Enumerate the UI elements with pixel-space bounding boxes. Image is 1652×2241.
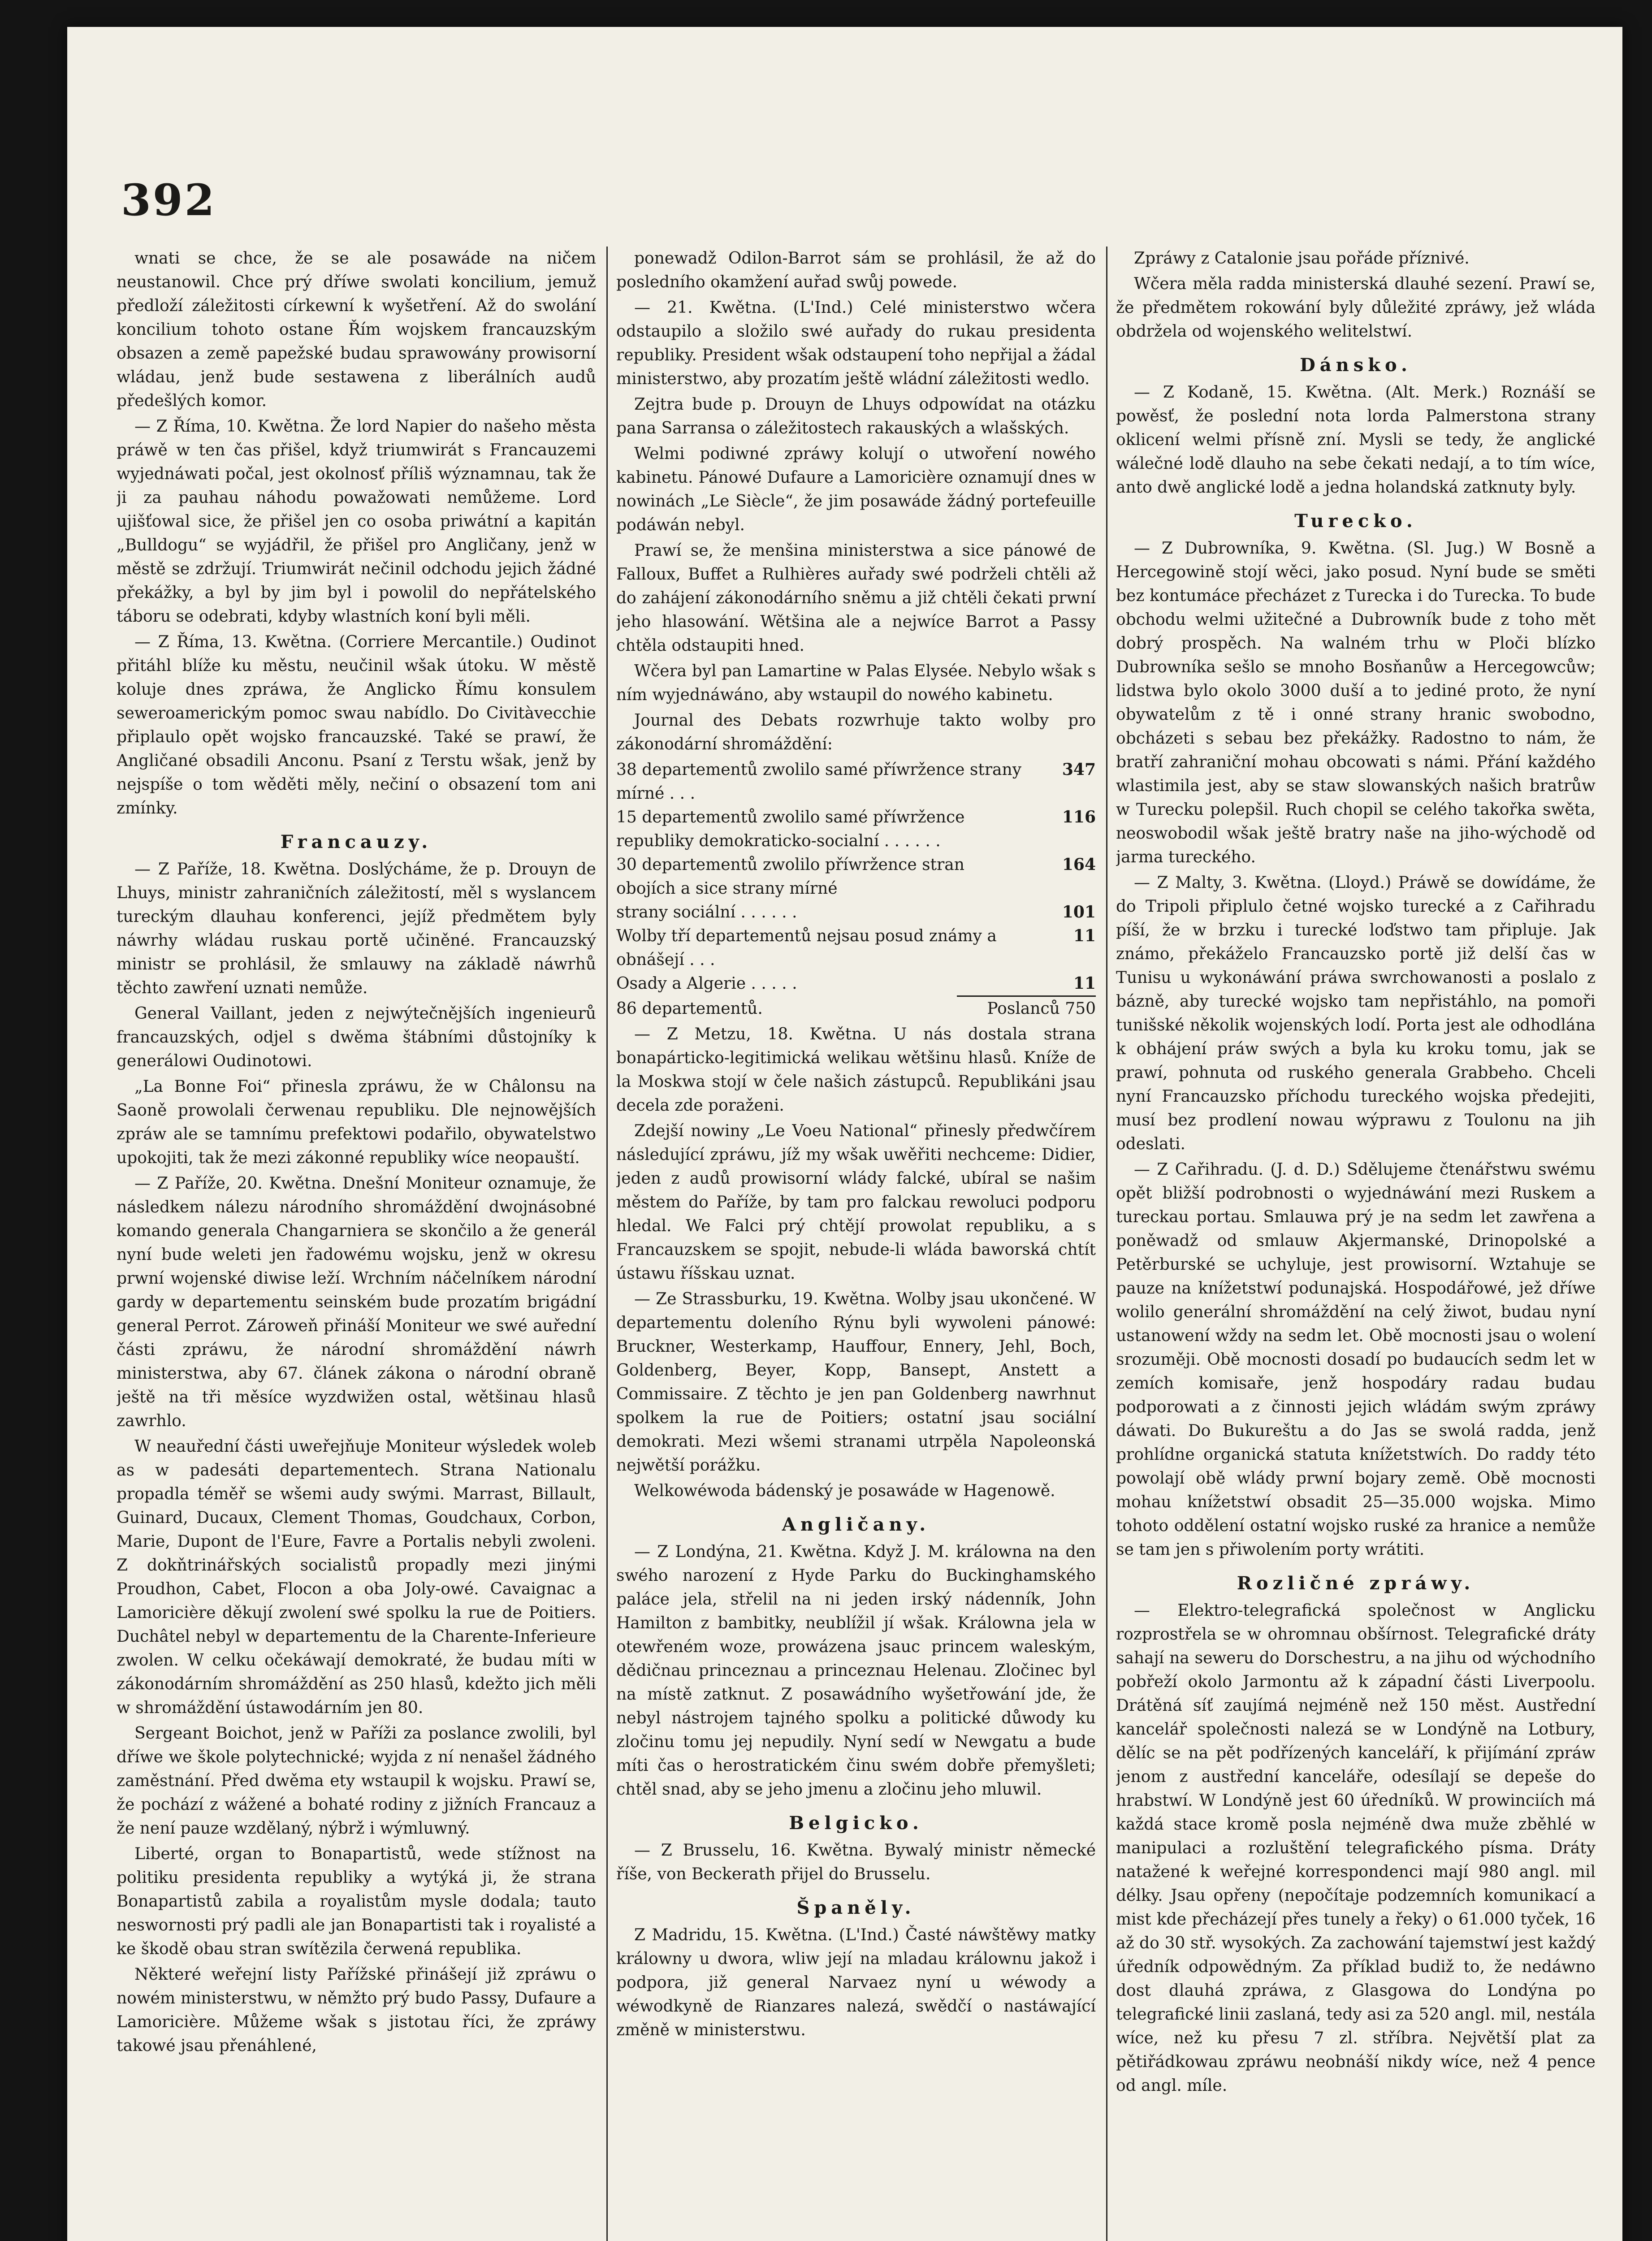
article-paragraph: — Z Říma, 13. Kwětna. (Corriere Mercantile.) Oudinot přitáhl blíže ku městu, neučinil wšak útoku. W městě koluje dnes zpráwa, že Anglicko Římu konsulem seweroamerickým pomoc swau nabídlo. Do Civitàvecchie připlaulo opět wojsko francauzské. Také se prawí, že Angličané obsadili Anconu. Psaní z Terstu wšak, jenž by nejspíše o tom wěděti měly, nečiní o obsazení tom ani zmínky. [117,633,596,818]
column-2 [616,247,1096,2241]
article-paragraph: Zpráwy z Catalonie jsau pořáde příznivé. [1134,249,1470,268]
tally-row [616,924,1096,972]
column-divider [606,247,608,2241]
tally-value: 11 [1073,926,1096,945]
article-paragraph: Zejtra bude p. Drouyn de Lhuys odpowídat na otázku pana Sarransa o záležitostech rakauských a wlašských. [616,395,1096,437]
article-paragraph: — Z Paříže, 20. Kwětna. Dnešní Moniteur oznamuje, že následkem nálezu národního shromáždění dwojnásobné komando generala Changarniera se skončilo a že generál nyní bude weleti jen řadowému wojsku, jenž w okresu prwní wojenské diwise leží. Wrchním náčelníkem národní gardy w departementu seinském bude prozatím brigádní general Perrot. Zároweň přináší Moniteur we swé auřední části zpráwu, že národní shromáždění náwrh ministerstwa, aby 67. článek zákona o národní obraně ještě na tři měsíce wyzdwižen ostal, wětšinau hlasů zawrhlo. [117,1174,596,1430]
section-heading: Turecko. [1294,510,1417,532]
article-paragraph: „La Bonne Foi“ přinesla zpráwu, že w Châlonsu na Saoně prowolali čerwenau republiku. Dle nejnowějších zpráw ale se tamnímu prefektowi podařilo, obywatelstwo upokojiti, tak že mezi zákonné republiky wíce neopauští. [117,1077,596,1167]
article-paragraph: — Z Dubrowníka, 9. Kwětna. (Sl. Jug.) W Bosně a Hercegowině stojí wěci, jako posud. Nyní bude se směti bez kontumáce přecházet z Turecka i do Turecka. To bude obchodu welmi užitečné a Dubrowník bude z toho mět dobrý prospěch. Na walném trhu w Ploči blízko Dubrowníka sešlo se mnoho Bosňanůw a Hercegowcůw; lidstwa bylo okolo 3000 duší a to jediné proto, že nyní obywatelům z tě i onné strany hranic swobodno, obcházeti s sebau bez překážky. Radostno to nám, že bratří zahraniční mohau obcowati s námi. Přání každého wlastimila jest, aby se staw slowanských našich bratrůw w Turecku polepšil. Ruch chopil se celého takořka swěta, neoswobodil wšak ještě bratry naše na jiho-wýchodě od jarma tureckého. [1116,539,1596,866]
section-heading: Španěly. [796,1897,916,1918]
article-paragraph: — Z Paříže, 18. Kwětna. Doslýcháme, že p. Drouyn de Lhuys, ministr zahraničních záležitostí, měl s wyslancem tureckým dlauhau konferenci, jejíž předmětem byly náwrhy wládau ruskau portě učiněné. Francauzský ministr se prohlásil, že smlauwy na základě náwrhů těchto zawření uznati nemůže. [117,860,596,997]
article-paragraph: — Z Londýna, 21. Kwětna. Když J. M. králowna na den swého narození z Hyde Parku do Buckinghamského paláce jela, střelil na ni jeden irský nádenník, John Hamilton z bambitky, neublížil jí wšak. Králowna jela w otewřeném woze, prowázena jsauc princem waleským, dědičnau princeznau a princeznau Helenau. Zločinec byl na místě zatknut. Z posawádního wyšetřowání jde, že nebyl nástrojem tajného spolku a politické důwody ku zločinu tomu jej nepudily. Nyní sedí w Newgatu a bude míti čas o herostratickém činu swém dobře přemyšleti; chtěl snad, aby se jeho jmenu a zločinu jeho mluwil. [616,1543,1096,1799]
article-paragraph: Journal des Debats rozwrhuje takto wolby pro zákonodární shromáždění: [616,711,1096,753]
tally-total-value: Poslanců 750 [987,999,1096,1018]
tally-value: 164 [1062,855,1096,874]
column-3 [1116,247,1596,2241]
page-number: 392 [121,175,216,225]
article-paragraph: — Z Malty, 3. Kwětna. (Lloyd.) Práwě se dowídáme, že do Tripoli připlulo četné wojsko turecké a z Cařihradu píší, že w brzku i turecké loďstwo tam připluje. Jak známo, překáželo Francauzsko portě již delší čas w Tunisu u wykonáwání práwa swrchowanosti a poslalo z bázně, aby turecké wojsko tam nepřistáhlo, na pomoři tunišské několik wojenských lodí. Porta jest ale odhodlána k obhájení práw swých a byla ku kroku tomu, jak se prawí, pohnuta od ruského generala Grabbeho. Chceli nyní Francauzsko příchodu tureckého wojska předejiti, musí bez prodlení nowau wýprawu z Toulonu na jih odeslati. [1116,874,1596,1153]
column-2-upper [616,247,1096,756]
tally-label: 30 departementů zwolilo příwržence stran obojích a sice strany mírné [616,856,964,898]
article-paragraph: Wčera měla radda ministerská dlauhé sezení. Prawí se, že předmětem rokowání byly důležité zpráwy, jež wláda obdržela od wojenského welitelstwí. [1116,275,1596,341]
column-divider [1106,247,1107,2241]
tally-label: 15 departementů zwolilo samé příwržence republiky demokraticko-socialní . . . . . . [616,808,965,850]
article-paragraph: — Z Metzu, 18. Kwětna. U nás dostala strana bonapárticko-legitimická welikau wětšinu hlasů. Kníže de la Moskwa stojí w čele našich zástupců. Republikáni jsau decela zde poraženi. [616,1025,1096,1115]
tally-value: 11 [1073,974,1096,993]
column-2-lower [616,1022,1096,2042]
tally-row [616,900,1096,924]
article-columns [117,247,1596,2241]
tally-value: 116 [1062,808,1096,826]
tally-row [616,853,1096,900]
tally-total-row [616,997,1096,1021]
column-1 [117,247,596,2241]
tally-row [616,758,1096,805]
newspaper-page [67,27,1622,2241]
article-paragraph: — Ze Strassburku, 19. Kwětna. Wolby jsau ukončené. W departementu doleního Rýnu byli wywoleni pánowé: Bruckner, Westerkamp, Hauffour, Ennery, Jehl, Boch, Goldenberg, Beyer, Kopp, Bansept, Anstett a Commissaire. Z těchto je jen pan Goldenberg nawrhnut spolkem la rue de Poitiers; ostatní jsau sociální demokrati. Mezi wšemi stranami utrpěla Napoleonská nejwětší porážku. [616,1290,1096,1475]
section-heading: Angličany. [782,1514,930,1535]
article-paragraph: Liberté, organ to Bonapartistů, wede stížnost na politiku presidenta republiky a wytýká ji, že strana Bonapartistů zabila a royalistům mysle dodala; tauto neswornosti prý padli ale jan Bonapartisti tak i royalisté a ke škodě obau stran swítězila čerwená republika. [117,1845,596,1958]
tally-row [616,972,1096,995]
tally-row [616,805,1096,853]
article-paragraph: Zdejší nowiny „Le Voeu National“ přinesly předwčírem následující zpráwu, jíž my wšak uwěřiti nechceme: Didier, jeden z audů prowisorní wlády falcké, ubíral se našim městem do Paříže, by tam pro falckau rewoluci podporu hledal. We Falci prý chtějí prowolat republiku, a s Francauzskem se spojit, nebude-li wláda baworská chtít ústawu říšskau uznat. [616,1122,1096,1283]
article-paragraph: Prawí se, že menšina ministerstwa a sice pánowé de Falloux, Buffet a Rulhières auřady swé podrželi chtěli až do zahájení zákonodárního sněmu a již chtěli čekati prwní jeho hlasowání. Wětšina ale a nejwíce Barrot a Passy chtěla odstaupiti hned. [616,541,1096,655]
tally-label: Osady a Algerie . . . . . [616,974,797,993]
article-paragraph: Sergeant Boichot, jenž w Paříži za poslance zwolili, byl dříwe we škole polytechnické; wyjda z ní nenašel žádného zaměstnání. Před dwěma ety wstaupil k wojsku. Prawí se, že pochází z wážené a bohaté rodiny z jižních Francauz a že není pauze wzdělaný, nýbrž i wýmluwný. [117,1724,596,1838]
article-paragraph: — Z Cařihradu. (J. d. D.) Sdělujeme čtenářstwu swému opět bližší podrobnosti o wyjednáwání mezi Ruskem a tureckau portau. Smlauwa prý je na sedm let zawřena a poněwadž od smlauw Akjermanské, Drinopolské a Petěrburské se uchyluje, jest prowisorní. Wztahuje se pauze na knížetstwí podunajská. Hospodářowé, jež dříwe wolilo generální shromáždění na celý žiwot, budau nyní ustanowení wždy na sedm let. Obě mocnosti jsau o wolení srozuměji. Obě mocnosti dosadí po budaucích sedm let w zemích komisaře, jenž hospodáry radau budau podporowati a z činnosti jejich wládám swým zpráwy dáwati. Do Bukureštu a do Jas se swolá radda, jenž prohlídne organická statuta knížetstwích. Do raddy této powolají obě wlády prwní bojary země. Obě mocnosti mohau knížetstwí obsadit 25—35.000 wojska. Mimo tohoto oddělení ostatní wojsko ruské za hranice a nemůže se tam jen s přiwolením porty wrátiti. [1116,1160,1596,1559]
article-paragraph: Z Madridu, 15. Kwětna. (L'Ind.) Časté náwštěwy matky králowny u dwora, wliw její na mladau králownu jakož i podpora, již general Narvaez nyní u wéwody a wéwodkyně de Rianzares nalezá, swědčí o nastáwající změně w ministerstwu. [616,1926,1096,2039]
article-paragraph: ponewadž Odilon-Barrot sám se prohlásil, že až do posledního okamžení auřad swůj powede. [616,249,1096,291]
article-paragraph: — Elektro-telegrafická společnost w Anglicku rozprostřela se w ohromnau obšírnost. Telegrafické dráty sahají na seweru do Dorschestru, a na jihu od wýchodního pobřeží okolo Jarmontu až k západní části Liverpoolu. Drátěná síť zaujímá nejméně než 150 měst. Austřední kancelář společnosti nalezá se w Londýně na Lotbury, dělíc se na pět podřízených kanceláří, k přijímání zpráw jenom z austřední kanceláře, odesílají se depeše do hrabstwí. W Londýně jest 60 úředníků. W prowinciích má každá stace kromě posla nejméně dwa muže zběhlé w manipulaci a rozluštění telegrafického písma. Dráty natažené k weřejné korrespondenci mají 980 angl. mil délky. Jsau opřeny (nepočítaje podzemních komunikací a mist kde přecházejí přes tunely a řeky) o 61.000 tyček, 16 až do 30 stř. wysokých. Za zachowání tajemstwí jest každý úředník odpowědným. Za příklad budiž to, že nedáwno dost dlauhá zpráwa, z Glasgowa do Londýna po telegrafické linii zaslaná, tedy asi za 520 angl. mil, nestála wíce, než ku přesu 7 zl. stříbra. Největší plat za pětiřádkowau zpráwu neobnáší nikdy wíce, než 4 pence od angl. míle. [1116,1601,1596,2095]
election-tally [616,758,1096,1021]
tally-label: 38 departementů zwolilo samé příwržence strany mírné . . . [616,761,1022,803]
section-heading: Francauzy. [280,831,432,852]
article-paragraph: — Z Kodaně, 15. Kwětna. (Alt. Merk.) Roznáší se powěsť, že poslední nota lorda Palmerstona strany oklicení welmi přísně zní. Mysli se tedy, že anglické wálečné lodě dlauho na sebe čekati nedají, a to tím wíce, anto dwě anglické lodě a jedna holandská zatknuty byly. [1116,383,1596,497]
article-paragraph: W neauřední části uweřejňuje Moniteur wýsledek woleb as w padesáti departementech. Strana Nationalu propadla téměř se wšemi audy swými. Marrast, Billault, Guinard, Ducaux, Clement Thomas, Goudchaux, Corbon, Marie, Dupont de l'Eure, Favre a Portalis nebyli zwoleni. Z dokňtrinářských socialistů propadly mezi jinými Proudhon, Cabet, Flocon a oba Joly-owé. Cavaignac a Lamoricière děkují zwolení swé spolku la rue de Poitiers. Duchâtel nebyl w departementu de la Charente-Inferieure zwolen. W celku očekáwají demokraté, že budau míti w zákonodárním shromáždění as 250 hlasů, kdežto jich měli w shromáždění ústawodárním jen 80. [117,1437,596,1717]
tally-value: 101 [1062,903,1096,921]
article-paragraph: Některé weřejní listy Pařížské přinášejí již zpráwu o nowém ministerstwu, w němžto prý budo Passy, Dufaure a Lamoricière. Můžeme wšak s jistotau říci, že zpráwy takowé jsau přenáhlené, [117,1965,596,2055]
tally-total-label: 86 departementů. [616,999,763,1018]
tally-label: strany sociální . . . . . . [616,903,797,921]
article-paragraph: General Vaillant, jeden z nejwýtečnějších ingenieurů francauzských, odjel s dwěma štábními důstojníky k generálowi Oudinotowi. [117,1004,596,1070]
article-paragraph: — 21. Kwětna. (L'Ind.) Celé ministerstwo wčera odstaupilo a složilo swé auřady do rukau presidenta republiky. President wšak odstaupení toho nepřijal a žádal ministerstwo, aby prozatím ještě wládní záležitosti wedlo. [616,299,1096,388]
article-paragraph: Wčera byl pan Lamartine w Palas Elysée. Nebylo wšak s ním wyjednáwáno, aby wstaupil do nowého kabinetu. [616,662,1096,704]
section-heading: Belgicko. [789,1813,923,1834]
article-paragraph: Welmi podiwné zpráwy kolují o utwoření nowého kabinetu. Pánowé Dufaure a Lamoricière oznamují dnes w nowinách „Le Siècle“, že jim posawáde žádný portefeuille podáwán nebyl. [616,445,1096,534]
section-heading: Rozličné zpráwy. [1237,1573,1475,1594]
tally-label: Wolby tří departementů nejsau posud známy a obnášejí . . . [616,927,997,969]
tally-value: 347 [1062,760,1096,779]
article-paragraph: Welkowéwoda bádenský je posawáde w Hagenowě. [634,1482,1055,1500]
article-paragraph: — Z Brusselu, 16. Kwětna. Bywalý ministr německé říše, von Beckerath přijel do Brusselu. [616,1841,1096,1883]
article-paragraph: wnati se chce, že se ale posawáde na ničem neustanowil. Chce prý dříwe swolati koncilium, jemuž předloží záležitosti církewní k wyšetření. Až do swolání koncilium tohoto ostane Řím wojskem francauzským obsazen a země papežské budau sprawowány prowisorní wládau, jenž bude sestawena z liberálních audů předešlých komor. [117,249,596,410]
section-heading: Dánsko. [1300,355,1412,376]
article-paragraph: — Z Říma, 10. Kwětna. Že lord Napier do našeho města práwě w ten čas přišel, když triumwirát s Francauzemi wyjednáwati počal, jest okolnosť příliš wýznamnau, tak že ji za pauhau náhodu powažowati nemůžeme. Lord ujišťowal sice, že přišel jen co osoba priwátní a kapitán „Bulldogu“ se wyjádřil, že přišel pro Angličany, jenž w městě se zdržují. Triumwirát nečinil odchodu jejich žádné překážky, a byl by jim byl i powolil do nepřátelského táboru se odebrati, kdyby wlastních koní byli měli. [117,417,596,626]
